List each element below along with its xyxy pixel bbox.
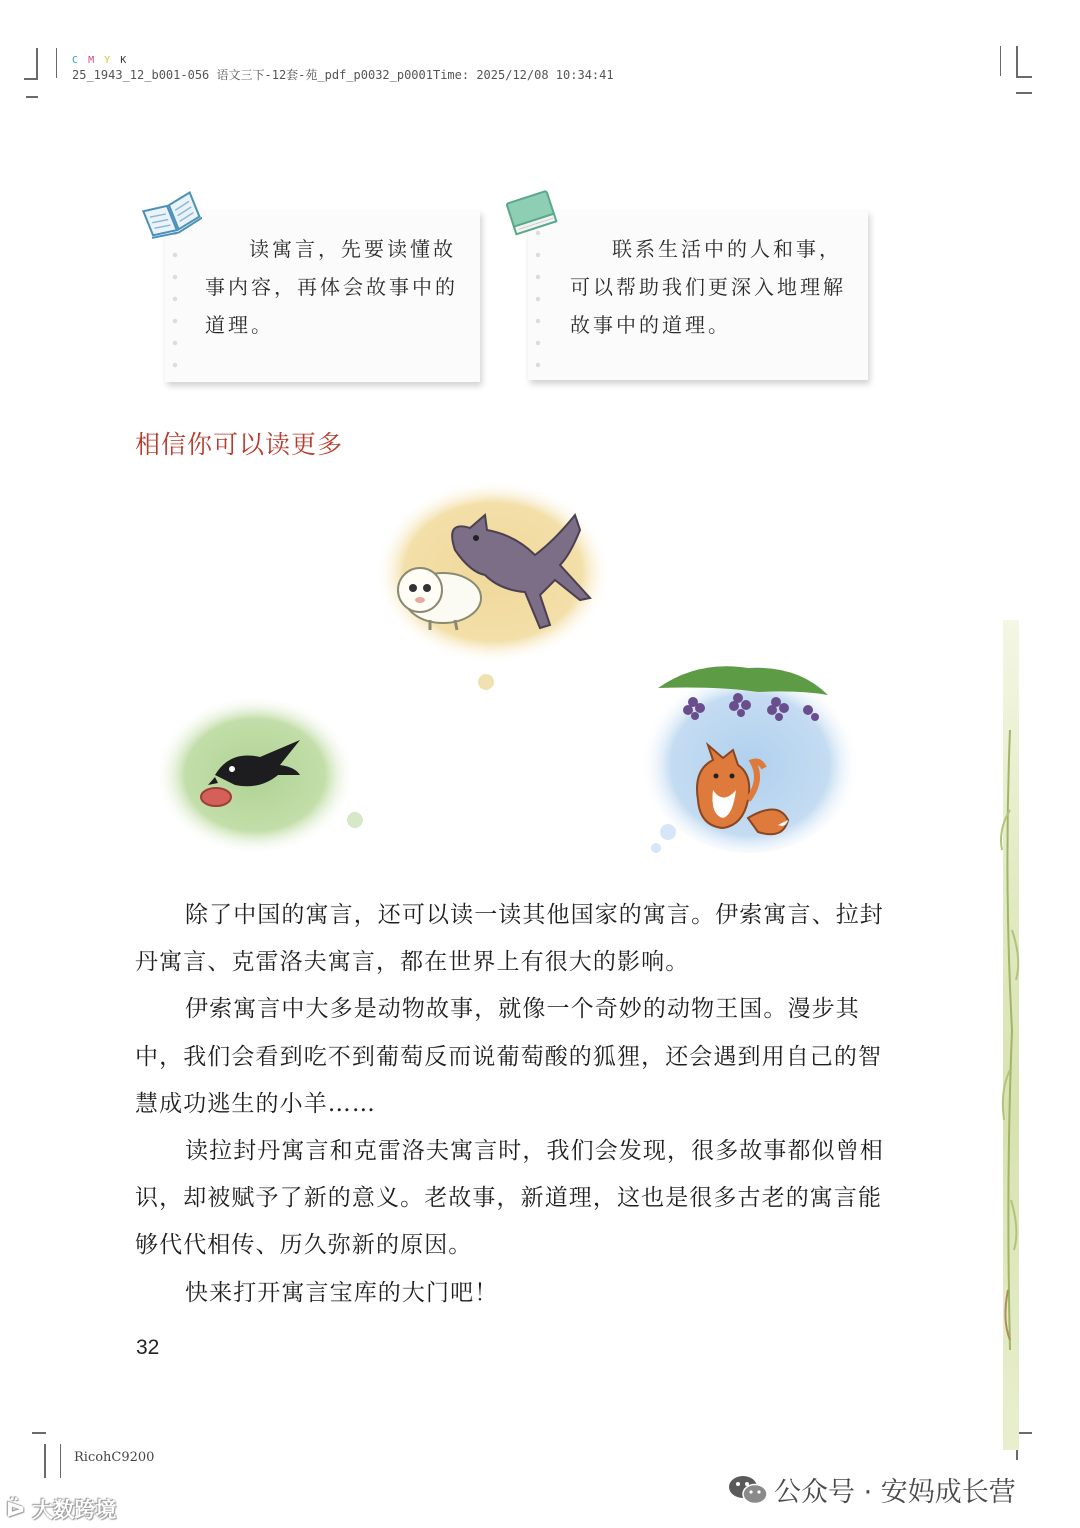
crop-mark <box>1000 46 1001 76</box>
paragraph: 除了中国的寓言，还可以读一读其他国家的寓言。伊索寓言、拉封丹寓言、克雷洛夫寓言，都在世界上有很大的影响。 <box>135 902 884 976</box>
tip-card <box>165 210 480 382</box>
crop-mark <box>1016 92 1032 94</box>
tip-line: 可以帮助我们更深入地理解 <box>570 275 846 299</box>
paragraph: 读拉封丹寓言和克雷洛夫寓言时，我们会发现，很多故事都似曾相识，却被赋予了新的意义。老故事，新道理，这也是很多古老的寓言能够代代相传、历久弥新的原因。 <box>135 1138 884 1259</box>
crop-mark <box>36 48 38 78</box>
tip-line: 道理。 <box>205 313 274 337</box>
watermark-logo-icon: ᐇ <box>6 1498 26 1522</box>
fox-and-grapes-illustration <box>638 650 863 855</box>
plant-icon <box>998 730 1022 1350</box>
open-book-icon <box>140 185 202 241</box>
print-header <box>72 54 614 82</box>
tip-card <box>528 210 868 380</box>
crop-mark <box>24 78 38 80</box>
section-title: 相信你可以读更多 <box>135 430 344 459</box>
crop-mark <box>56 48 57 78</box>
paragraph: 快来打开寓言宝库的大门吧！ <box>185 1279 499 1306</box>
print-file-info: 25_1943_12_b001-056 语文三下-12套-苑_pdf_p0032_p0001Time: 2025/12/08 10:34:41 <box>72 68 614 82</box>
crop-mark <box>1016 76 1032 78</box>
tip-line: 读寓言，先要读懂故 <box>249 237 456 261</box>
crop-mark <box>60 1444 61 1478</box>
body-text <box>135 892 895 1317</box>
page-number: 32 <box>136 1336 160 1359</box>
watermark-right-text: 公众号 · 安妈成长营 <box>774 1477 1016 1508</box>
closed-book-icon <box>500 182 566 240</box>
paragraph: 伊索寓言中大多是动物故事，就像一个奇妙的动物王国。漫步其中，我们会看到吃不到葡萄反而说葡萄酸的狐狸，还会遇到用自己的智慧成功逃生的小羊…… <box>135 996 883 1117</box>
wolf-and-lamb-illustration <box>375 480 615 695</box>
tip-card-text <box>570 230 860 344</box>
crop-mark <box>26 96 38 98</box>
crow-with-meat-illustration <box>160 695 370 855</box>
watermark-left <box>6 1494 116 1524</box>
watermark-left-text: 大数跨境 <box>32 1498 117 1522</box>
footer-print-info: RicohC9200 <box>74 1450 155 1465</box>
crop-mark <box>1016 46 1018 76</box>
tip-line: 联系生活中的人和事， <box>612 237 842 261</box>
tip-line: 事内容，再体会故事中的 <box>205 275 458 299</box>
watermark-right <box>728 1470 1016 1509</box>
tip-card-text <box>205 230 470 344</box>
cmyk-label: C M Y K <box>72 55 129 66</box>
crop-mark <box>44 1444 46 1478</box>
tip-line: 故事中的道理。 <box>570 313 731 337</box>
crop-mark <box>32 1432 46 1434</box>
wechat-icon <box>728 1473 768 1507</box>
